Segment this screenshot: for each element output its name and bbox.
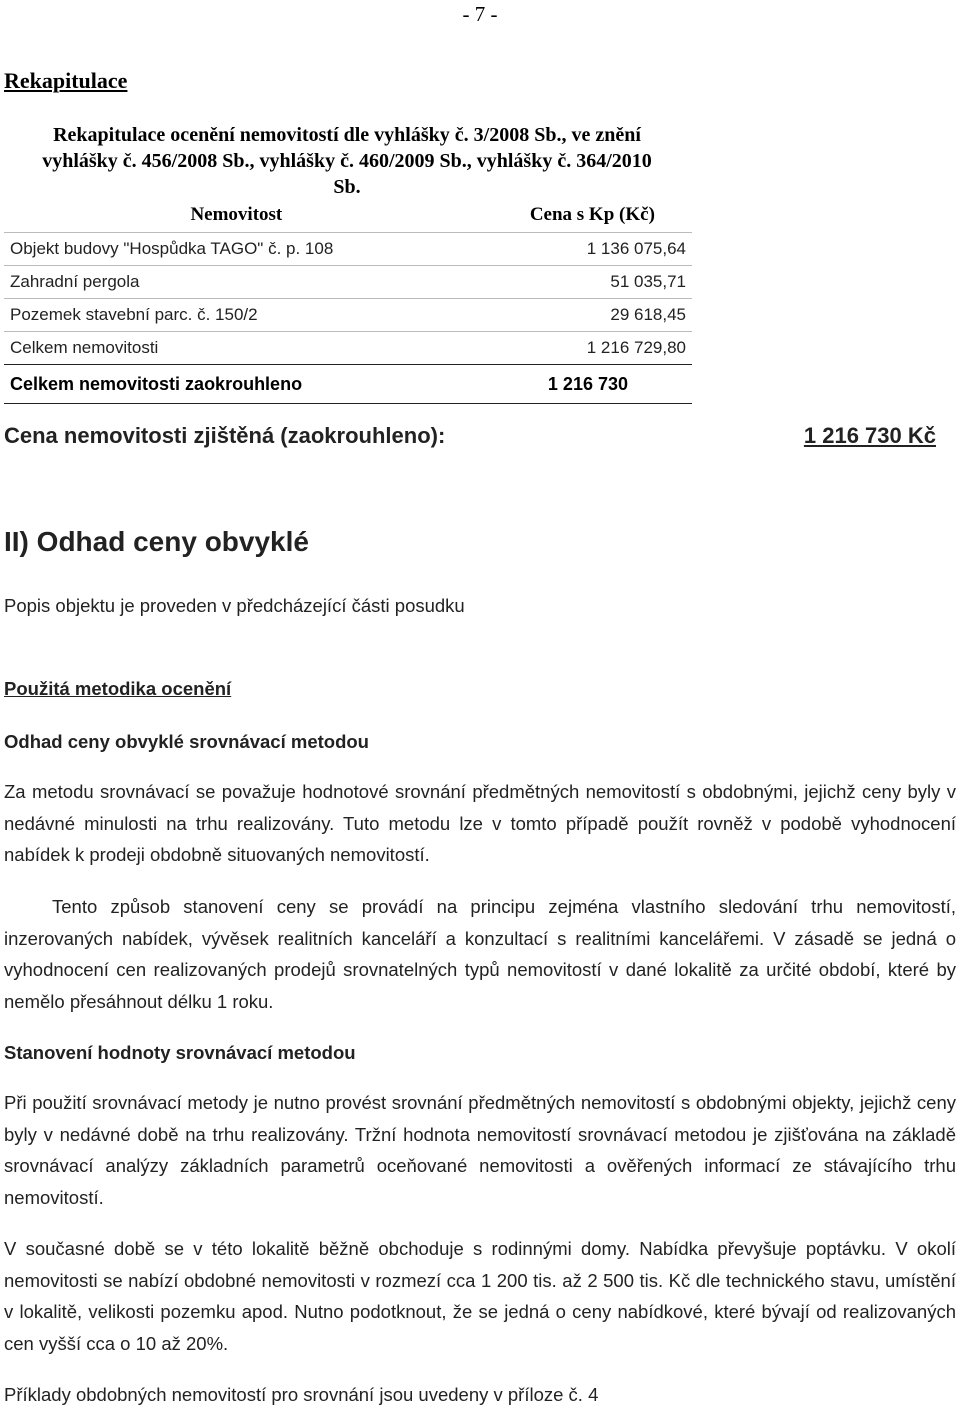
- section-title: Rekapitulace: [4, 68, 128, 93]
- price-value: 1 216 730 Kč: [803, 423, 936, 448]
- rounded-value: 1 216 730: [469, 365, 692, 404]
- rounded-label: Celkem nemovitosti zaokrouhleno: [4, 365, 469, 404]
- paragraph-5: Příklady obdobných nemovitostí pro srovnání jsou uvedeny v příloze č. 4: [4, 1384, 599, 1405]
- odhad-heading: II) Odhad ceny obvyklé: [4, 526, 309, 557]
- column-header-property: Nemovitost: [190, 204, 283, 225]
- stanoveni-heading: Stanovení hodnoty srovnávací metodou: [4, 1042, 356, 1063]
- table-header-row: [4, 198, 692, 233]
- table-row: [4, 233, 692, 266]
- recap-table: [4, 198, 692, 404]
- price-label: Cena nemovitosti zjištěná (zaokrouhleno):: [4, 423, 446, 448]
- popis-text: Popis objektu je proveden v předcházející části posudku: [4, 595, 465, 616]
- metodika-subheading: Odhad ceny obvyklé srovnávací metodou: [4, 731, 369, 752]
- total-label: Celkem nemovitosti: [4, 332, 469, 365]
- paragraph-3: Při použití srovnávací metody je nutno provést srovnání předmětných nemovitostí s obdobnými objekty, jejichž ceny byly v nedávné době na trhu realizovány. Tržní hodnota nemovitostí srovnávací metodou je zjišťována na základě srovnávací analýzy základních parametrů oceňované nemovitosti a ověřených informací ze stávajícího trhu nemovitostí.: [4, 1092, 956, 1208]
- row-value: 1 136 075,64: [469, 233, 692, 266]
- paragraph-1: Za metodu srovnávací se považuje hodnotové srovnání předmětných nemovitostí s obdobnými, jejichž ceny byly v nedávné minulosti na trhu realizovány. Tuto metodu lze v tomto případě použít rovněž v podobě vyhodnocení nabídek k prodeji obdobně situovaných nemovitostí.: [4, 781, 956, 865]
- row-label: Objekt budovy "Hospůdka TAGO" č. p. 108: [4, 233, 469, 266]
- column-header-price: Cena s Kp (Kč): [529, 204, 655, 225]
- row-value: 51 035,71: [469, 266, 692, 299]
- table-caption: [4, 122, 690, 200]
- table-row: [4, 299, 692, 332]
- page-number: - 7 -: [462, 2, 498, 26]
- table-caption-line: Sb.: [333, 176, 361, 198]
- table-row: [4, 266, 692, 299]
- table-caption-line: Rekapitulace ocenění nemovitostí dle vyhlášky č. 3/2008 Sb., ve znění: [53, 124, 641, 146]
- row-label: Zahradní pergola: [4, 266, 469, 299]
- row-label: Pozemek stavební parc. č. 150/2: [4, 299, 469, 332]
- paragraph-2: Tento způsob stanovení ceny se provádí na principu zejména vlastního sledování trhu nemovitostí, inzerovaných nabídek, vývěsek realitních kanceláří a konzultací s realitními kancelářemi. V zásadě se jedná o vyhodnocení cen realizovaných prodejů srovnatelných typů nemovitostí v dané lokalitě za určité období, které by nemělo přesáhnout délku 1 roku.: [4, 896, 956, 1012]
- paragraph-4: V současné době se v této lokalitě běžně obchoduje s rodinnými domy. Nabídka převyšuje poptávku. V okolí nemovitosti se nabízí obdobné nemovitosti v rozmezí cca 1 200 tis. až 2 500 tis. Kč dle technického stavu, umístění v lokalitě, velikosti pozemku apod. Nutno podotknout, že se jedná o ceny nabídkové, které bývají od realizovaných cen vyšší cca o 10 až 20%.: [4, 1238, 956, 1354]
- table-caption-line: vyhlášky č. 456/2008 Sb., vyhlášky č. 460/2009 Sb., vyhlášky č. 364/2010: [42, 150, 652, 172]
- metodika-heading: Použitá metodika ocenění: [4, 678, 232, 699]
- row-value: 29 618,45: [469, 299, 692, 332]
- table-rounded-row: [4, 365, 692, 404]
- table-total-row: [4, 332, 692, 365]
- total-value: 1 216 729,80: [469, 332, 692, 365]
